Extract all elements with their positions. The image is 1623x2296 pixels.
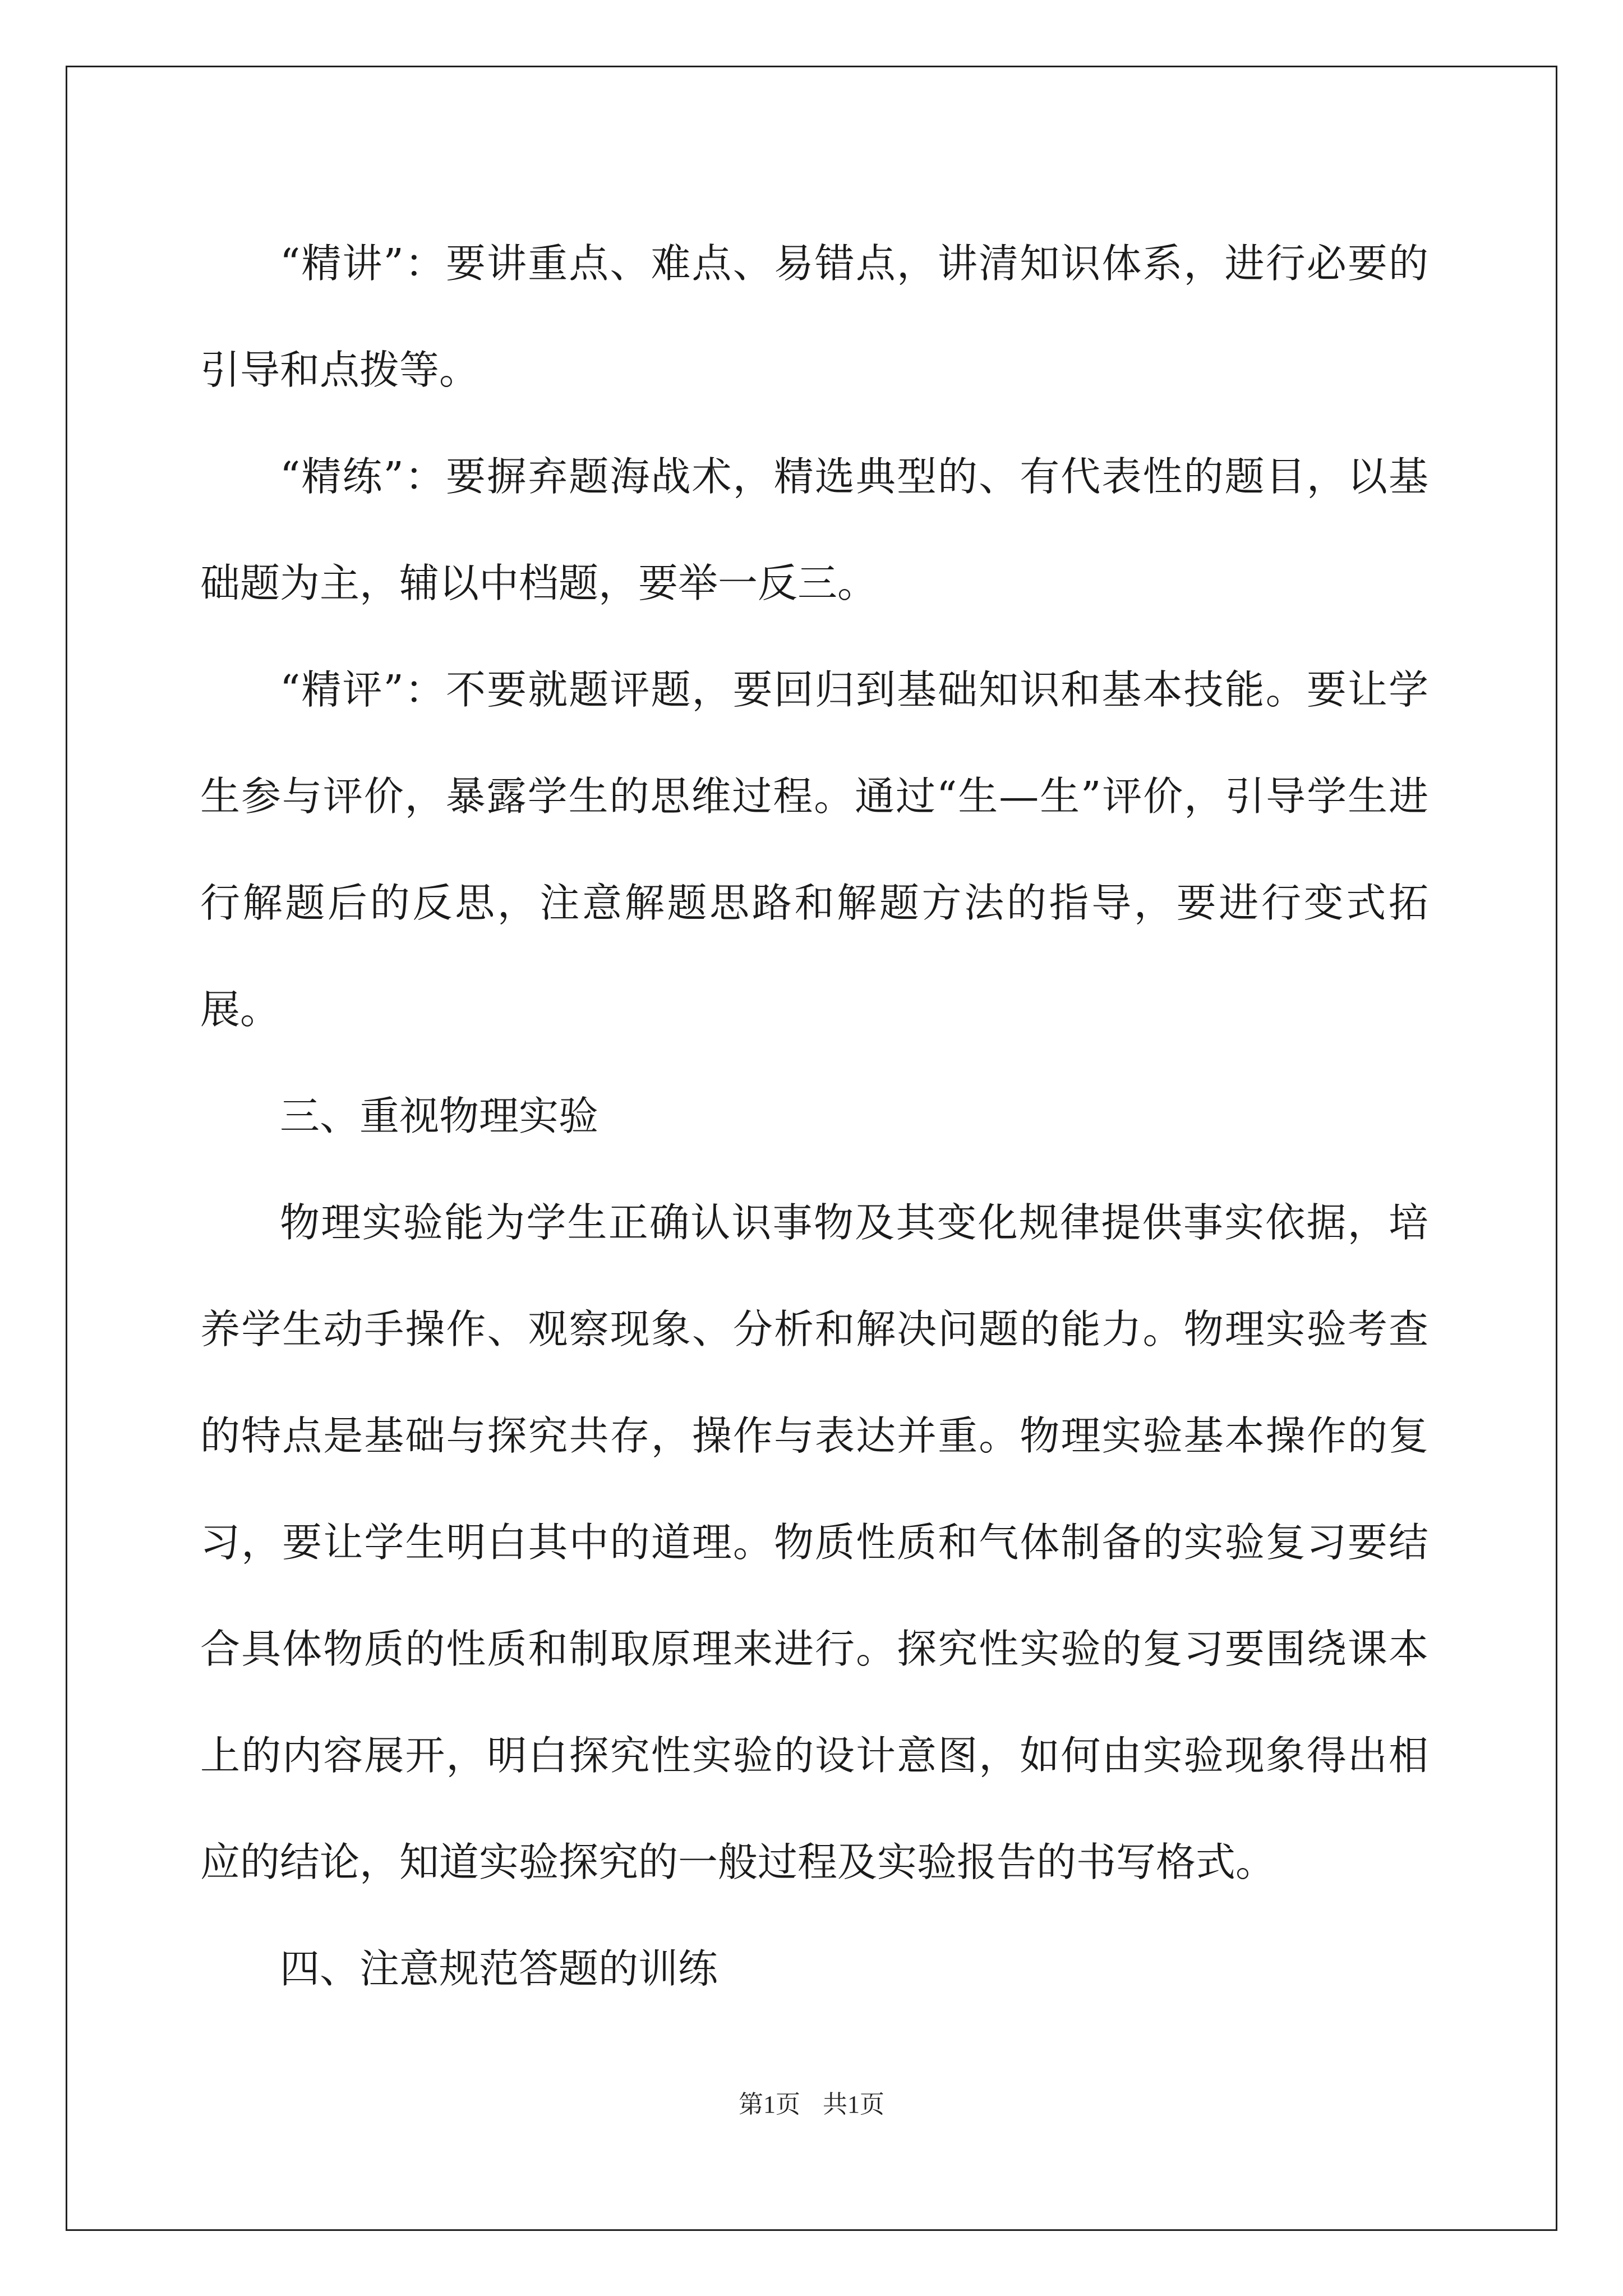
section-heading-answer-training: 四、注意规范答题的训练: [280, 1945, 718, 1992]
page-total: 共1页: [823, 2091, 884, 2118]
paragraph-jinglian: “精练”：要摒弃题海战术，精选典型的、有代表性的题目，以基础题为主，辅以中档题，要举一反三。: [200, 453, 1428, 606]
document-body: [200, 210, 1428, 2022]
paragraph-jingjiang: “精讲”：要讲重点、难点、易错点，讲清知识体系，进行必要的引导和点拨等。: [200, 240, 1428, 393]
page-number: 第1页: [739, 2091, 800, 2118]
paragraph-physics-experiments: 物理实验能为学生正确认识事物及其变化规律提供事实依据，培养学生动手操作、观察现象、分析和解决问题的能力。物理实验考查的特点是基础与探究共存，操作与表达并重。物理实验基本操作的复习，要让学生明白其中的道理。物质性质和气体制备的实验复习要结合具体物质的性质和制取原理来进行。探究性实验的复习要围绕课本上的内容展开，明白探究性实验的设计意图，如何由实验现象得出相应的结论，知道实验探究的一般过程及实验报告的书写格式。: [200, 1199, 1428, 1885]
paragraph-jingping: “精评”：不要就题评题，要回归到基础知识和基本技能。要让学生参与评价，暴露学生的思维过程。通过“生—生”评价，引导学生进行解题后的反思，注意解题思路和解题方法的指导，要进行变式拓展。: [200, 666, 1428, 1033]
section-heading-experiments: 三、重视物理实验: [280, 1093, 599, 1139]
page-footer: [0, 2084, 1623, 2120]
